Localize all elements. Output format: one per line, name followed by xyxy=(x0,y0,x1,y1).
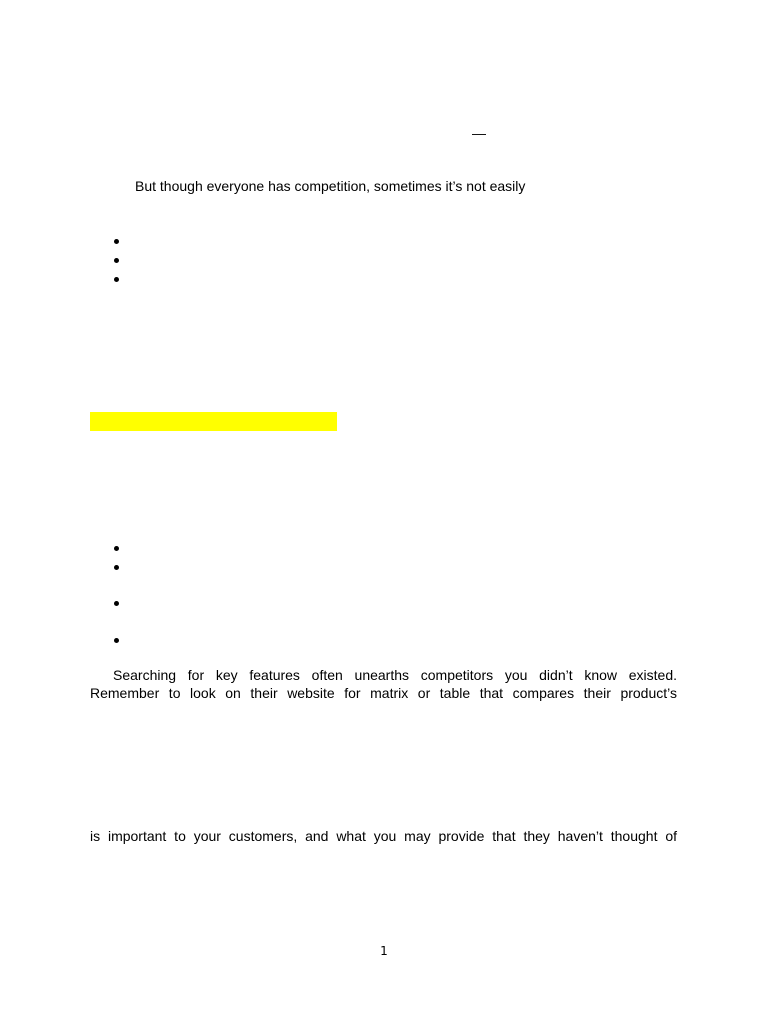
highlighted-text-region xyxy=(90,412,337,431)
paragraph-line: Remember to look on their website for matrix or table that compares their product’s xyxy=(90,685,677,701)
paragraph-line: Searching for key features often unearths competitors you didn’t know existed. xyxy=(113,667,677,683)
bullet-marker xyxy=(114,565,119,570)
bullet-marker xyxy=(114,239,119,244)
page-number: 1 xyxy=(380,944,388,958)
bullet-marker xyxy=(114,601,119,606)
intro-line: But though everyone has competition, sometimes it’s not easily xyxy=(135,178,526,194)
bullet-marker xyxy=(114,638,119,643)
bullet-marker xyxy=(114,546,119,551)
paragraph-line: is important to your customers, and what you may provide that they haven’t thought of xyxy=(90,828,677,844)
em-dash: — xyxy=(472,125,486,141)
bullet-marker xyxy=(114,258,119,263)
bullet-marker xyxy=(114,277,119,282)
